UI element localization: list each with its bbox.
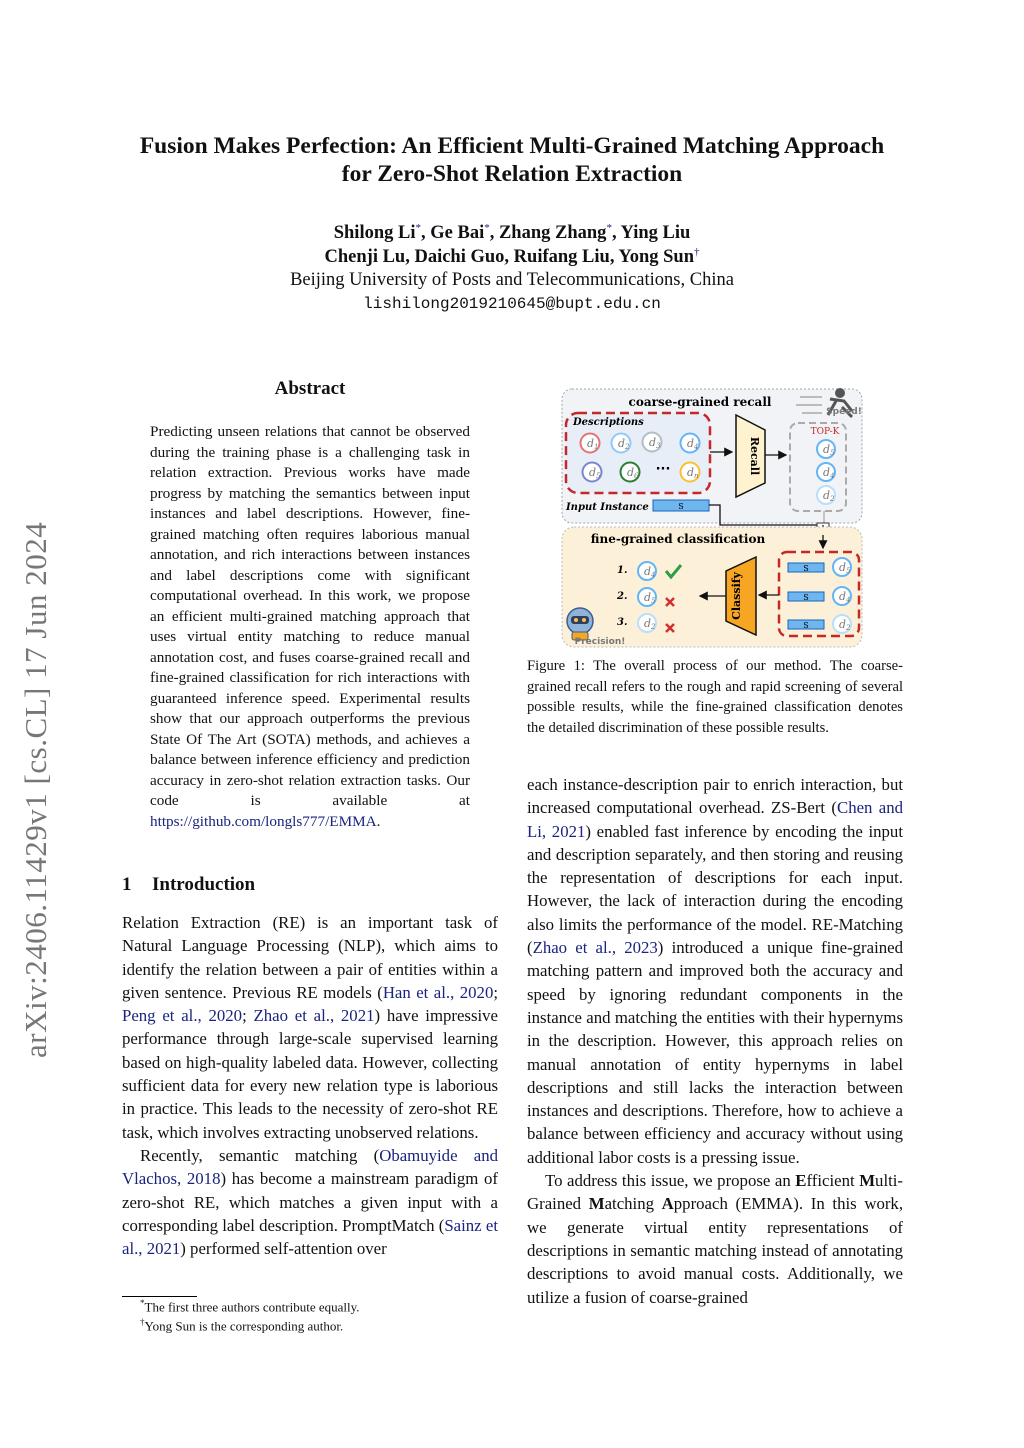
svg-text:2: 2 [846, 624, 851, 632]
svg-text:2: 2 [830, 495, 835, 503]
svg-text:d: d [627, 466, 635, 479]
footnote-rule [122, 1296, 197, 1297]
svg-text:d: d [644, 617, 652, 630]
svg-text:1: 1 [594, 443, 599, 451]
author-line-1: Shilong Li*, Ge Bai*, Zhang Zhang*, Ying Liu [333, 222, 691, 244]
classify-label: Classify [730, 572, 743, 620]
citation-han[interactable]: Han et al., 2020 [382, 982, 494, 1002]
citation-obamuyide[interactable]: Obamuyide and Vlachos, 2018 [122, 1145, 499, 1189]
footnote-2: †Yong Sun is the corresponding author. [140, 1317, 344, 1334]
fine-title: fine-grained classification [590, 532, 766, 546]
svg-text:n: n [694, 472, 699, 480]
svg-text:S: S [803, 593, 809, 602]
section-heading-introduction: 1 Introduction [122, 874, 256, 895]
svg-text:d: d [587, 437, 595, 450]
svg-text:d: d [589, 466, 597, 479]
citation-peng[interactable]: Peng et al., 2020 [122, 1006, 243, 1026]
svg-text:4: 4 [651, 571, 656, 579]
paper-title: Fusion Makes Perfection: An Efficient Multi-Grained Matching Approach for Zero-Shot Relation Extraction [139, 133, 885, 187]
arxiv-stamp: arXiv:2406.11429v1 [cs.CL] 17 Jun 2024 [18, 521, 53, 1058]
svg-text:d: d [644, 565, 652, 578]
right-paragraph-1: each instance-description pair to enrich interaction, but increased computational overhead. ZS-Bert (Chen and Li, 2021) enabled fast inference by encoding the input and description separately, and then storing and reusing the representation of descriptions for each input. However, the lack of interaction during the encoding also limits the performance of the model. RE-Matching (Zhao et al., 2023) introduced a unique fine-grained matching pattern and improved both the accuracy and speed by ignoring redundant components in the instance and matching the entities with their hypernyms in the description. However, this approach relies on manual annotation of entity hypernyms in label descriptions and still lacks the interaction between instances and descriptions. Therefore, how to achieve a balance between efficiency and accuracy without using additional labor costs is a pressing issue. [527, 775, 903, 1167]
abstract-heading: Abstract [274, 378, 346, 399]
svg-text:S: S [678, 502, 684, 511]
svg-text:3.: 3. [617, 617, 628, 628]
figure-1-caption: Figure 1: The overall process of our method. The coarse-grained recall refers to the rough and rapid screening of several possible results, while the fine-grained classification denotes the detailed discrimination of these possible results. [527, 658, 903, 736]
intro-paragraph-2: Recently, semantic matching (Obamuyide and Vlachos, 2018) has become a mainstream paradigm of zero-shot RE, which matches a given input with a corresponding label description. PromptMatch (Sainz et al., 2021) performed self-attention over [122, 1145, 499, 1259]
svg-text:S: S [803, 564, 809, 573]
svg-text:d: d [839, 618, 847, 631]
author-email[interactable]: lishilong2019210645@bupt.edu.cn [363, 295, 661, 313]
coarse-title: coarse-grained recall [628, 395, 772, 409]
svg-text:5: 5 [830, 449, 835, 457]
topk-label: TOP-K [810, 427, 840, 437]
input-instance-label: Input Instance [566, 502, 649, 513]
footnote-1: *The first three authors contribute equally. [140, 1298, 360, 1315]
intro-paragraph-1: Relation Extraction (RE) is an important task of Natural Language Processing (NLP), which aims to identify the relation between a pair of entities within a given sentence. Previous RE models (Han et al., 2020; Peng et al., 2020; Zhao et al., 2021) have impressive performance through large-scale supervised learning based on high-quality labeled data. However, collecting sufficient data for every new relation type is laborious in practice. This leads to the necessity of zero-shot RE task, which involves extracting unobserved relations. [122, 913, 499, 1142]
ellipsis: ··· [655, 462, 671, 477]
figure-1-diagram [560, 385, 870, 650]
svg-text:5: 5 [651, 597, 656, 605]
left-column-body [122, 911, 498, 1260]
affiliation: Beijing University of Posts and Telecommunications, China [290, 270, 734, 290]
svg-text:5: 5 [846, 567, 851, 575]
svg-text:d: d [823, 466, 831, 479]
svg-text:4: 4 [694, 443, 699, 451]
citation-zhao-2023[interactable]: Zhao et al., 2023 [532, 938, 658, 958]
precision-label: Precision! [574, 637, 626, 647]
svg-text:d: d [687, 466, 695, 479]
citation-chen-li[interactable]: Chen and Li, 2021 [527, 798, 903, 841]
svg-text:d: d [839, 590, 847, 603]
svg-text:d: d [618, 437, 626, 450]
svg-text:2: 2 [625, 443, 630, 451]
code-link[interactable]: https://github.com/longls777/EMMA [150, 812, 377, 830]
svg-text:d: d [823, 489, 831, 502]
right-column-body [527, 773, 903, 1309]
svg-text:6: 6 [634, 472, 639, 480]
speed-label: Speed! [826, 407, 862, 417]
svg-text:3: 3 [656, 442, 661, 450]
citation-sainz[interactable]: Sainz et al., 2021 [122, 1215, 499, 1259]
svg-text:d: d [687, 437, 695, 450]
svg-text:d: d [839, 561, 847, 574]
svg-text:d: d [644, 591, 652, 604]
svg-text:d: d [823, 443, 831, 456]
svg-text:1.: 1. [617, 565, 628, 576]
svg-text:2.: 2. [617, 591, 628, 602]
svg-text:4: 4 [846, 596, 851, 604]
svg-text:d: d [649, 436, 657, 449]
citation-zhao-2021[interactable]: Zhao et al., 2021 [253, 1006, 375, 1026]
svg-text:2: 2 [651, 623, 656, 631]
abstract-text: Predicting unseen relations that cannot be observed during the training phase is a challenging task in relation extraction. Previous works have made progress by matching the semantics between input instances and label descriptions. However, fine-grained matching often requires laborious manual annotation, and rich interactions between instances and label descriptions come with significant computational overhead. In this work, we propose an efficient multi-grained matching approach that uses virtual entity matching to reduce manual annotation cost, and fuses coarse-grained recall and fine-grained classification for rich interactions with guaranteed inference speed. Experimental results show that our approach outperforms the previous State Of The Art (SOTA) methods, and achieves a balance between inference efficiency and prediction accuracy in zero-shot relation extraction tasks. Our code is available at https://github.com/longls777/EMMA. [150, 423, 470, 830]
svg-text:4: 4 [830, 472, 835, 480]
svg-text:5: 5 [596, 472, 601, 480]
svg-text:S: S [803, 621, 809, 630]
author-line-2: Chenji Lu, Daichi Guo, Ruifang Liu, Yong Sun† [324, 246, 700, 268]
descriptions-label: Descriptions [573, 417, 644, 428]
recall-label: Recall [748, 436, 761, 476]
right-paragraph-2: To address this issue, we propose an Efficient Multi-Grained Matching Approach (EMMA). In this work, we generate virtual entity representations of descriptions in semantic matching instead of annotating descriptions to avoid manual costs. Additionally, we utilize a fusion of coarse-grained [527, 1171, 904, 1307]
